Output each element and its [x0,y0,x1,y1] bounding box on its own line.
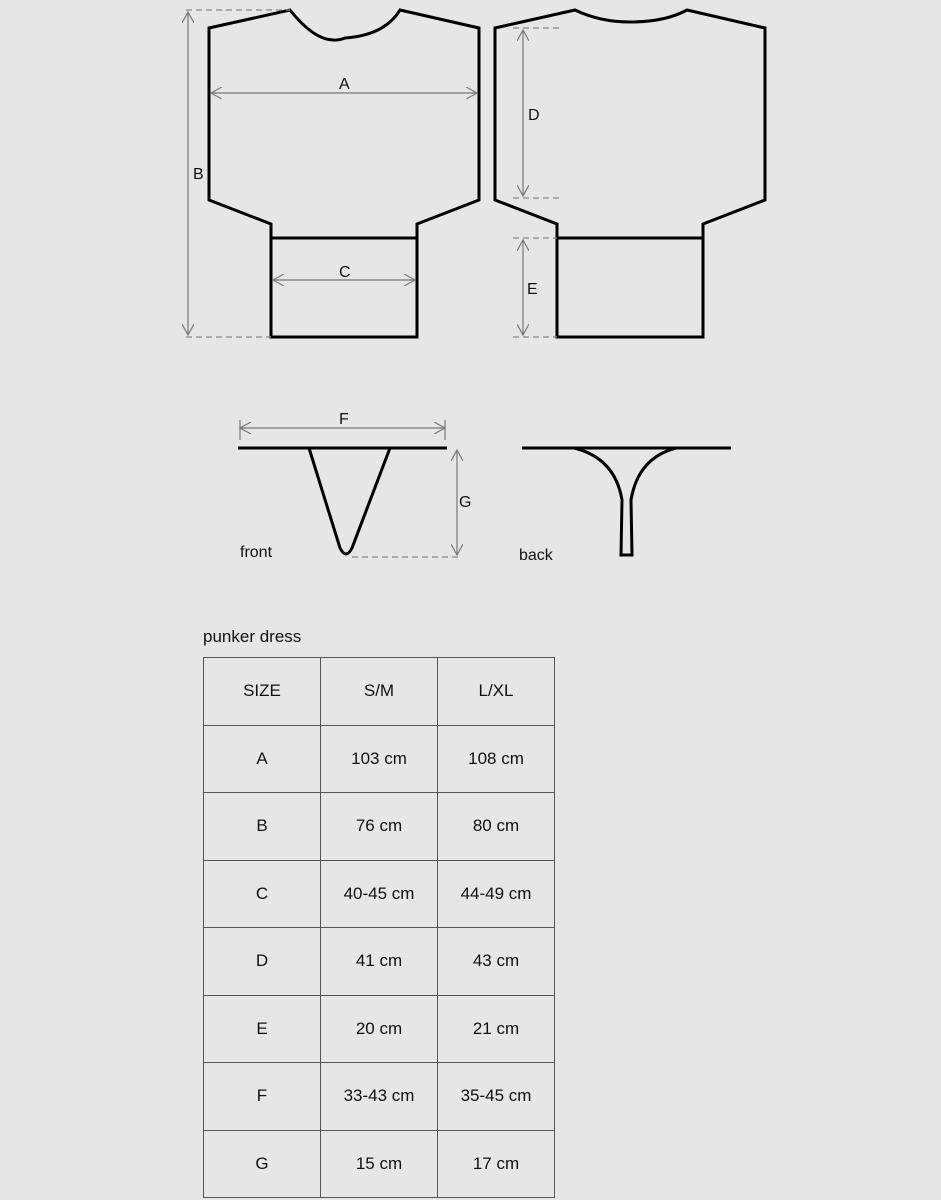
header-cell: L/XL [438,658,555,726]
table-cell: 44-49 cm [438,860,555,928]
size-chart-table [203,657,555,1198]
table-cell: 43 cm [438,928,555,996]
table-cell: E [204,995,321,1063]
table-cell: 35-45 cm [438,1063,555,1131]
dimension-f-label: F [339,411,349,428]
table-cell: 20 cm [321,995,438,1063]
table-row [204,1063,555,1131]
header-cell: SIZE [204,658,321,726]
table-cell: 21 cm [438,995,555,1063]
table-row [204,995,555,1063]
panty-back-outline [574,448,676,555]
dimension-d-label: D [528,107,540,124]
table-header-row [204,658,555,726]
table-cell: 40-45 cm [321,860,438,928]
table-row [204,793,555,861]
dimension-c-label: C [339,264,351,281]
table-cell: 80 cm [438,793,555,861]
table-cell: 17 cm [438,1130,555,1198]
table-cell: 15 cm [321,1130,438,1198]
table-row [204,860,555,928]
panty-front-caption: front [240,544,273,561]
dress-front-outline [209,10,479,337]
dimension-a-label: A [339,76,350,93]
table-cell: A [204,725,321,793]
header-cell: S/M [321,658,438,726]
table-cell: C [204,860,321,928]
table-row [204,725,555,793]
table-cell: 103 cm [321,725,438,793]
dimension-b-label: B [193,166,204,183]
table-cell: 76 cm [321,793,438,861]
table-cell: 108 cm [438,725,555,793]
table-cell: 33-43 cm [321,1063,438,1131]
table-cell: D [204,928,321,996]
table-row [204,928,555,996]
panty-front-outline [309,448,390,554]
dimension-e-label: E [527,281,538,298]
table-cell: G [204,1130,321,1198]
table-cell: 41 cm [321,928,438,996]
table-title: punker dress [203,627,302,646]
panty-back-caption: back [519,547,553,564]
dimension-g-label: G [459,494,472,511]
table-row [204,1130,555,1198]
table-cell: F [204,1063,321,1131]
table-cell: B [204,793,321,861]
